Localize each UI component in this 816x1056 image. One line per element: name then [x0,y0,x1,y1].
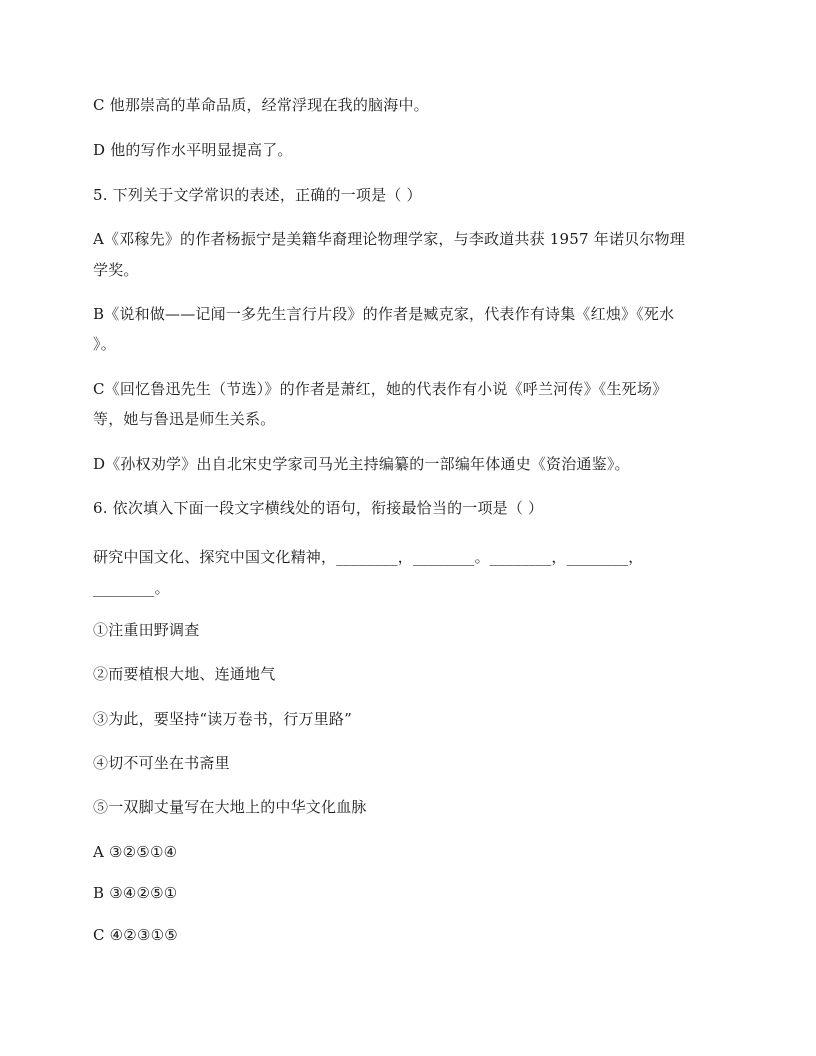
option-c-line: C 他那崇高的革命品质，经常浮现在我的脑海中。 [93,96,429,114]
q5-option-a-line-1: A《邓稼先》的作者杨振宁是美籍华裔理论物理学家，与李政道共获 1957 年诺贝尔物理 [93,230,685,248]
q6-sentence-1: ①注重田野调查 [93,621,200,639]
q6-option-c: C ④②③①⑤ [93,926,178,944]
q6-sentence-3: ③为此，要坚持“读万卷书，行万里路” [93,710,352,728]
q5-option-b-line-1: B《说和做——记闻一多先生言行片段》的作者是臧克家，代表作有诗集《红烛》《死水 [93,305,675,323]
q5-option-b-line-2: 》。 [93,335,116,353]
q6-sentence-5: ⑤一双脚丈量写在大地上的中华文化血脉 [93,798,367,816]
question-5-stem: 5. 下列关于文学常识的表述，正确的一项是（ ） [93,186,422,204]
q5-option-d-line: D《孙权劝学》出自北宋史学家司马光主持编纂的一部编年体通史《资治通鉴》。 [93,455,630,473]
option-d-line: D 他的写作水平明显提高了。 [93,141,293,159]
q6-passage-line-2: ________。 [93,579,170,597]
q6-sentence-2: ②而要植根大地、连通地气 [93,665,276,683]
q6-option-b: B ③④②⑤① [93,884,178,902]
q6-passage-line-1: 研究中国文化、探究中国文化精神，________，________。________，________， [93,548,644,566]
q5-option-c-line-1: C《回忆鲁迅先生（节选）》的作者是萧红，她的代表作有小说《呼兰河传》《生死场》 [93,380,668,398]
q5-option-c-line-2: 等，她与鲁迅是师生关系。 [93,410,276,428]
q6-option-a: A ③②⑤①④ [93,843,178,861]
q6-sentence-4: ④切不可坐在书斋里 [93,754,230,772]
question-6-stem: 6. 依次填入下面一段文字横线处的语句，衔接最恰当的一项是（ ） [93,499,544,517]
q5-option-a-line-2: 学奖。 [93,261,139,279]
